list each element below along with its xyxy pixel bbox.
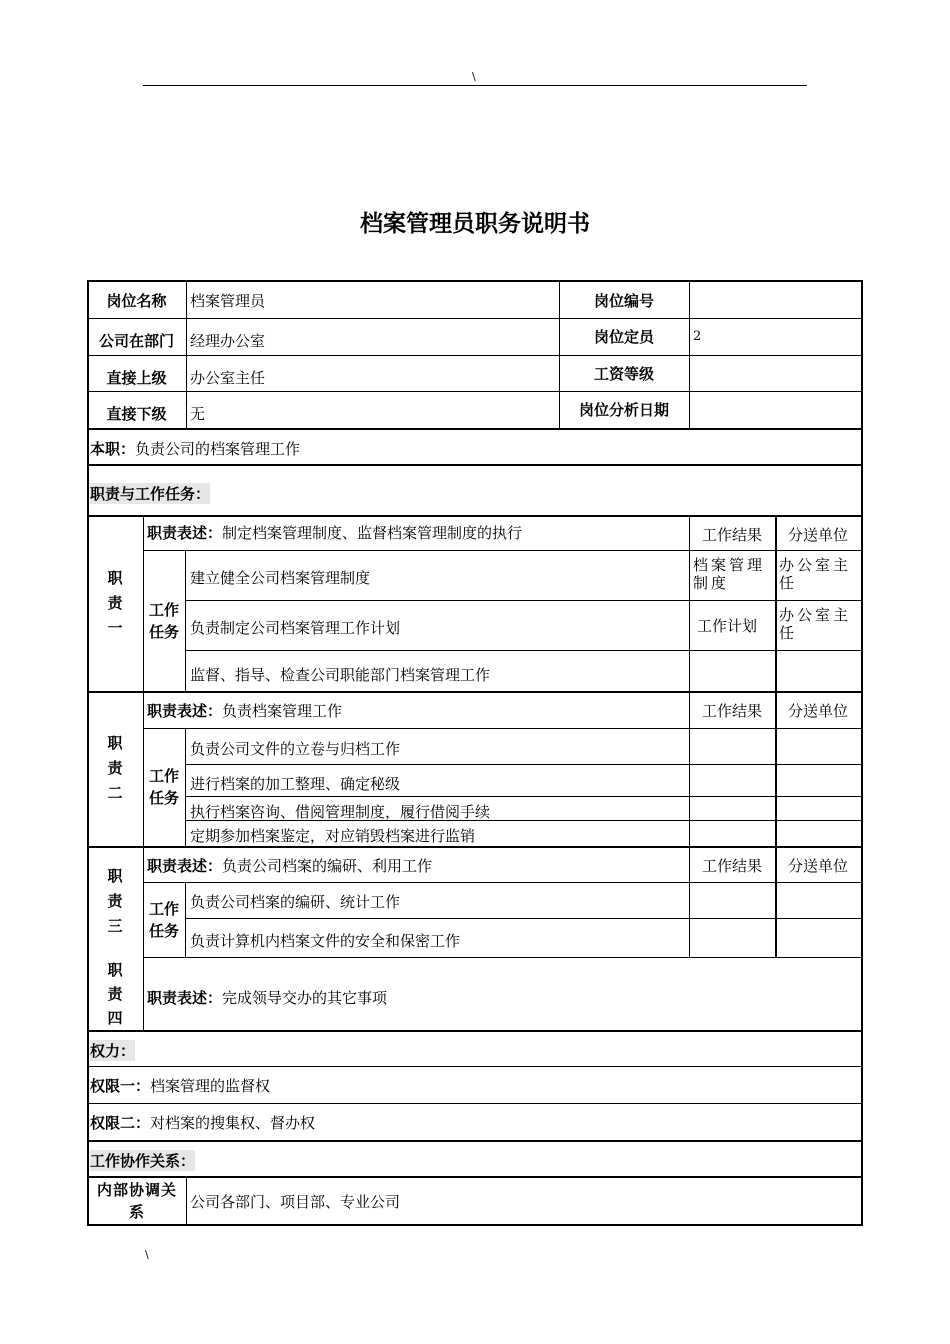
resp2-task: 定期参加档案鉴定，对应销毁档案进行监销 — [190, 826, 476, 845]
duty-row — [87, 430, 863, 466]
resp1-result-header: 工作结果 — [701, 526, 762, 544]
resp2-task: 进行档案的加工整理、确定秘级 — [190, 774, 401, 793]
superior-label: 直接上级 — [106, 368, 167, 387]
position-name-value: 档案管理员 — [190, 291, 266, 310]
resp2-result-header: 工作结果 — [701, 702, 762, 720]
footer-mark: \ — [145, 1248, 149, 1261]
resp1-result: 档案管理制度 — [693, 556, 766, 592]
cooperation-row — [87, 1142, 863, 1178]
resp3-name: 职 责 三 — [107, 867, 123, 935]
authority-label: 权力： — [90, 1041, 136, 1060]
resp1-name: 职 责 一 — [107, 568, 123, 637]
rule — [185, 918, 863, 919]
headcount-value: 2 — [693, 329, 702, 344]
internal-coordination-label: 内部协调关系 — [96, 1180, 177, 1221]
resp2-task: 负责公司文件的立卷与归档工作 — [190, 739, 401, 758]
position-no-value — [689, 282, 861, 318]
responsibilities-label: 职责与工作任务： — [90, 484, 211, 503]
salary-grade-label: 工资等级 — [593, 364, 654, 383]
resp1-tasks-label: 工作 任务 — [148, 600, 179, 641]
rule — [775, 846, 777, 957]
analysis-date-value — [689, 391, 861, 428]
duty-label: 本职： — [90, 439, 136, 458]
resp3-result-header: 工作结果 — [701, 857, 762, 875]
rule — [143, 728, 863, 729]
department-value: 经理办公室 — [190, 331, 266, 350]
subordinate-label: 直接下级 — [106, 404, 167, 423]
headcount-label: 岗位定员 — [593, 328, 654, 346]
rule — [689, 846, 690, 957]
resp2-task: 执行档案咨询、借阅管理制度，履行借阅手续 — [190, 802, 491, 821]
authority-item: 权限一： 档案管理的监督权 — [90, 1076, 271, 1095]
rule — [689, 691, 690, 846]
position-no-label: 岗位编号 — [593, 291, 654, 310]
resp1-task: 监督、指导、检查公司职能部门档案管理工作 — [190, 665, 491, 684]
authority-row — [87, 1032, 863, 1068]
resp2-recipient-header: 分送单位 — [787, 702, 848, 720]
department-label: 公司在部门 — [98, 331, 174, 350]
resp1-recipient: 办公室主任 — [779, 556, 852, 592]
header-rule — [143, 85, 807, 86]
resp1-recipient-header: 分送单位 — [787, 526, 848, 544]
analysis-date-label: 岗位分析日期 — [578, 401, 669, 419]
responsibilities-row — [87, 466, 863, 520]
header-mark: \ — [472, 70, 476, 83]
resp1-task: 负责制定公司档案管理工作计划 — [190, 618, 401, 637]
resp1-recipient: 办公室主任 — [779, 606, 852, 642]
superior-value: 办公室主任 — [190, 368, 266, 387]
resp3-task: 负责计算机内档案文件的安全和保密工作 — [190, 932, 461, 950]
job-description-table — [87, 280, 863, 1226]
duty-text: 负责公司的档案管理工作 — [135, 439, 301, 458]
rule — [143, 550, 863, 551]
resp3-tasks-label: 工作 任务 — [148, 899, 179, 940]
resp3-task: 负责公司档案的编研、统计工作 — [190, 893, 401, 911]
resp4-desc: 职责表述： 完成领导交办的其它事项 — [147, 988, 388, 1007]
resp3-recipient-header: 分送单位 — [787, 857, 848, 875]
resp4-name: 职 责 四 — [107, 960, 123, 1027]
rule — [143, 957, 863, 958]
rule — [775, 515, 777, 691]
resp1-result: 工作计划 — [696, 616, 757, 635]
cooperation-label: 工作协作关系： — [90, 1151, 196, 1170]
subordinate-value: 无 — [190, 404, 206, 423]
page-title: 档案管理员职务说明书 — [360, 211, 590, 237]
internal-coordination-value: 公司各部门、项目部、专业公司 — [190, 1192, 401, 1211]
resp2-desc: 职责表述： 负责档案管理工作 — [147, 702, 343, 720]
salary-grade-value — [689, 355, 861, 391]
rule — [775, 691, 777, 846]
resp1-desc: 职责表述： 制定档案管理制度、监督档案管理制度的执行 — [147, 524, 523, 542]
resp3-desc: 职责表述： 负责公司档案的编研、利用工作 — [147, 857, 433, 875]
rule — [185, 764, 863, 765]
resp2-tasks-label: 工作 任务 — [148, 767, 179, 807]
resp1-task: 建立健全公司档案管理制度 — [190, 568, 371, 587]
rule — [143, 882, 863, 883]
resp2-name: 职 责 二 — [107, 734, 123, 802]
position-name-label: 岗位名称 — [106, 291, 167, 310]
authority-item: 权限二： 对档案的搜集权、督办权 — [90, 1113, 316, 1132]
